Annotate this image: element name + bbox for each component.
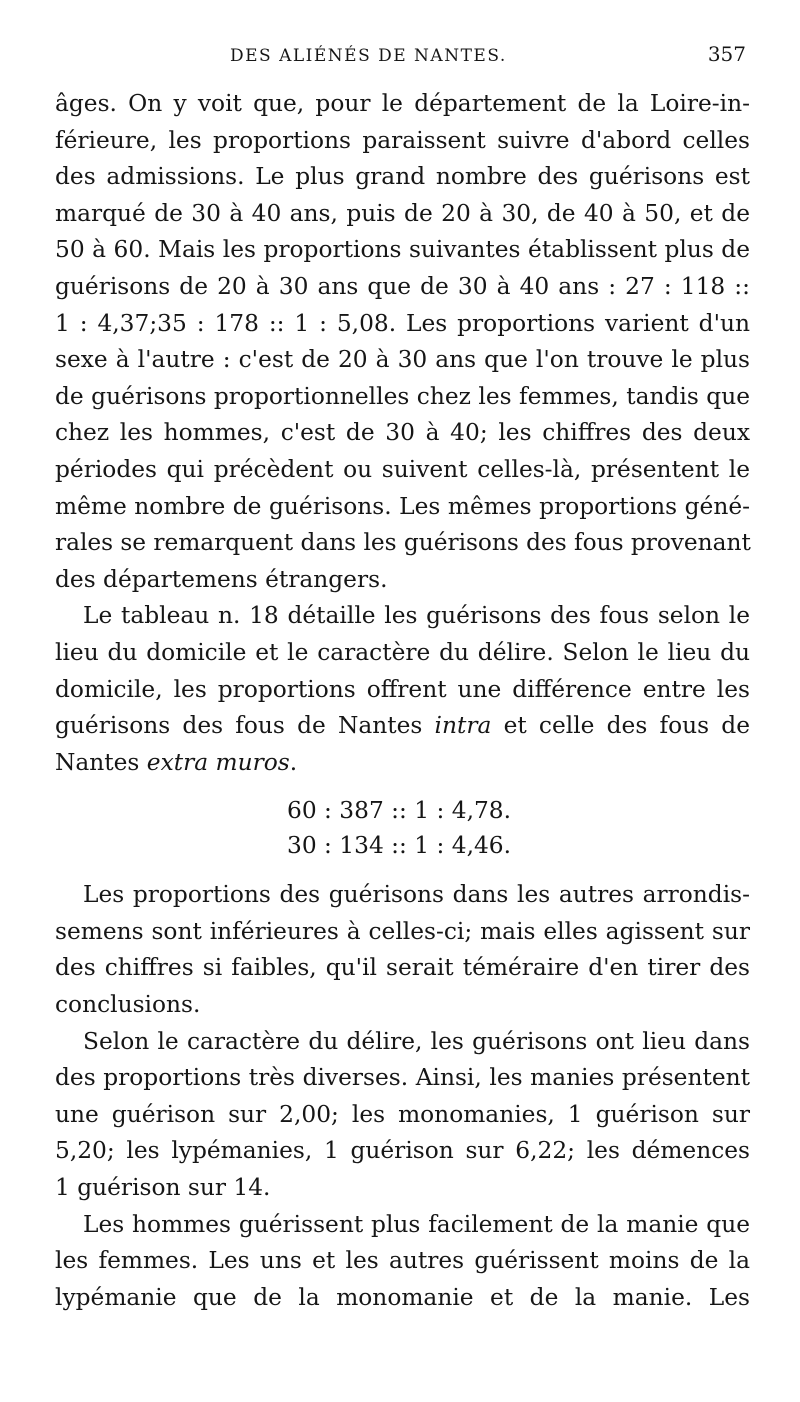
text-line: des proportions très diverses. Ainsi, les manies présentent: [55, 1064, 750, 1092]
text-line: de guérisons proportionnelles chez les femmes, tandis que: [55, 382, 750, 410]
text-line: [55, 708, 750, 745]
text-line: 50 à 60. Mais les proportions suivantes établissent plus de: [55, 236, 750, 264]
text-line: semens sont inférieures à celles-ci; mais elles agissent sur: [55, 917, 750, 945]
text-segment: guérisons des fous de Nantes: [55, 712, 435, 740]
italic-text: extra muros: [146, 748, 290, 776]
text-segment: .: [289, 748, 298, 776]
text-line: lypémanie que de la monomanie et de la manie. Les: [55, 1283, 750, 1311]
text-line: périodes qui précèdent ou suivent celles-là, présentent le: [55, 455, 750, 483]
text-line: lieu du domicile et le caractère du délire. Selon le lieu du: [55, 638, 750, 666]
page-number: 357: [707, 42, 746, 66]
text-line: des chiffres si faibles, qu'il serait téméraire d'en tirer des: [55, 954, 750, 982]
text-line: [55, 745, 750, 782]
paragraph-5: [55, 1207, 750, 1317]
text-line: âges. On y voit que, pour le département de la Loire-in-: [55, 90, 750, 117]
text-line: même nombre de guérisons. Les mêmes proportions géné-: [55, 492, 750, 520]
text-line: Les hommes guérissent plus facilement de la manie que: [83, 1210, 750, 1238]
text-line: des départemens étrangers.: [55, 565, 388, 593]
text-line: Le tableau n. 18 détaille les guérisons des fous selon le: [83, 602, 750, 630]
text-line: 1 : 4,37;35 : 178 :: 1 : 5,08. Les proportions varient d'un: [55, 309, 750, 337]
text-line: chez les hommes, c'est de 30 à 40; les chiffres des deux: [55, 419, 750, 447]
text-segment: et celle des fous de: [491, 712, 750, 740]
paragraph-1: [55, 86, 750, 598]
paragraph-2: [55, 598, 750, 781]
text-line: les femmes. Les uns et les autres guérissent moins de la: [55, 1247, 750, 1275]
text-line: guérisons de 20 à 30 ans que de 30 à 40 ans : 27 : 118 ::: [55, 272, 750, 300]
body-text: [55, 86, 750, 1316]
running-title: DES ALIÉNÉS DE NANTES.: [230, 46, 507, 66]
paragraph-3: [55, 877, 750, 1023]
paragraph-4: [55, 1024, 750, 1207]
proportion-formulas: [55, 793, 750, 863]
text-line: conclusions.: [55, 991, 201, 1019]
text-line: domicile, les proportions offrent une différence entre les: [55, 675, 750, 703]
text-line: Les proportions des guérisons dans les autres arrondis-: [83, 881, 750, 909]
text-line: 1 guérison sur 14.: [55, 1174, 271, 1202]
page-header: [55, 42, 750, 86]
text-segment: Nantes: [55, 748, 147, 776]
italic-text: intra: [434, 712, 492, 740]
text-line: Selon le caractère du délire, les guérisons ont lieu dans: [83, 1027, 750, 1055]
text-line: une guérison sur 2,00; les monomanies, 1 guérison sur: [55, 1100, 750, 1128]
text-line: marqué de 30 à 40 ans, puis de 20 à 30, de 40 à 50, et de: [55, 199, 750, 227]
formula-line: 30 : 134 :: 1 : 4,46.: [287, 832, 512, 860]
text-line: rales se remarquent dans les guérisons des fous provenant: [55, 529, 751, 557]
text-line: férieure, les proportions paraissent suivre d'abord celles: [55, 126, 750, 154]
formula-line: 60 : 387 :: 1 : 4,78.: [287, 797, 512, 825]
text-line: 5,20; les lypémanies, 1 guérison sur 6,22; les démences: [55, 1137, 750, 1165]
text-line: sexe à l'autre : c'est de 20 à 30 ans que l'on trouve le plus: [55, 346, 750, 374]
text-line: des admissions. Le plus grand nombre des guérisons est: [55, 163, 750, 191]
